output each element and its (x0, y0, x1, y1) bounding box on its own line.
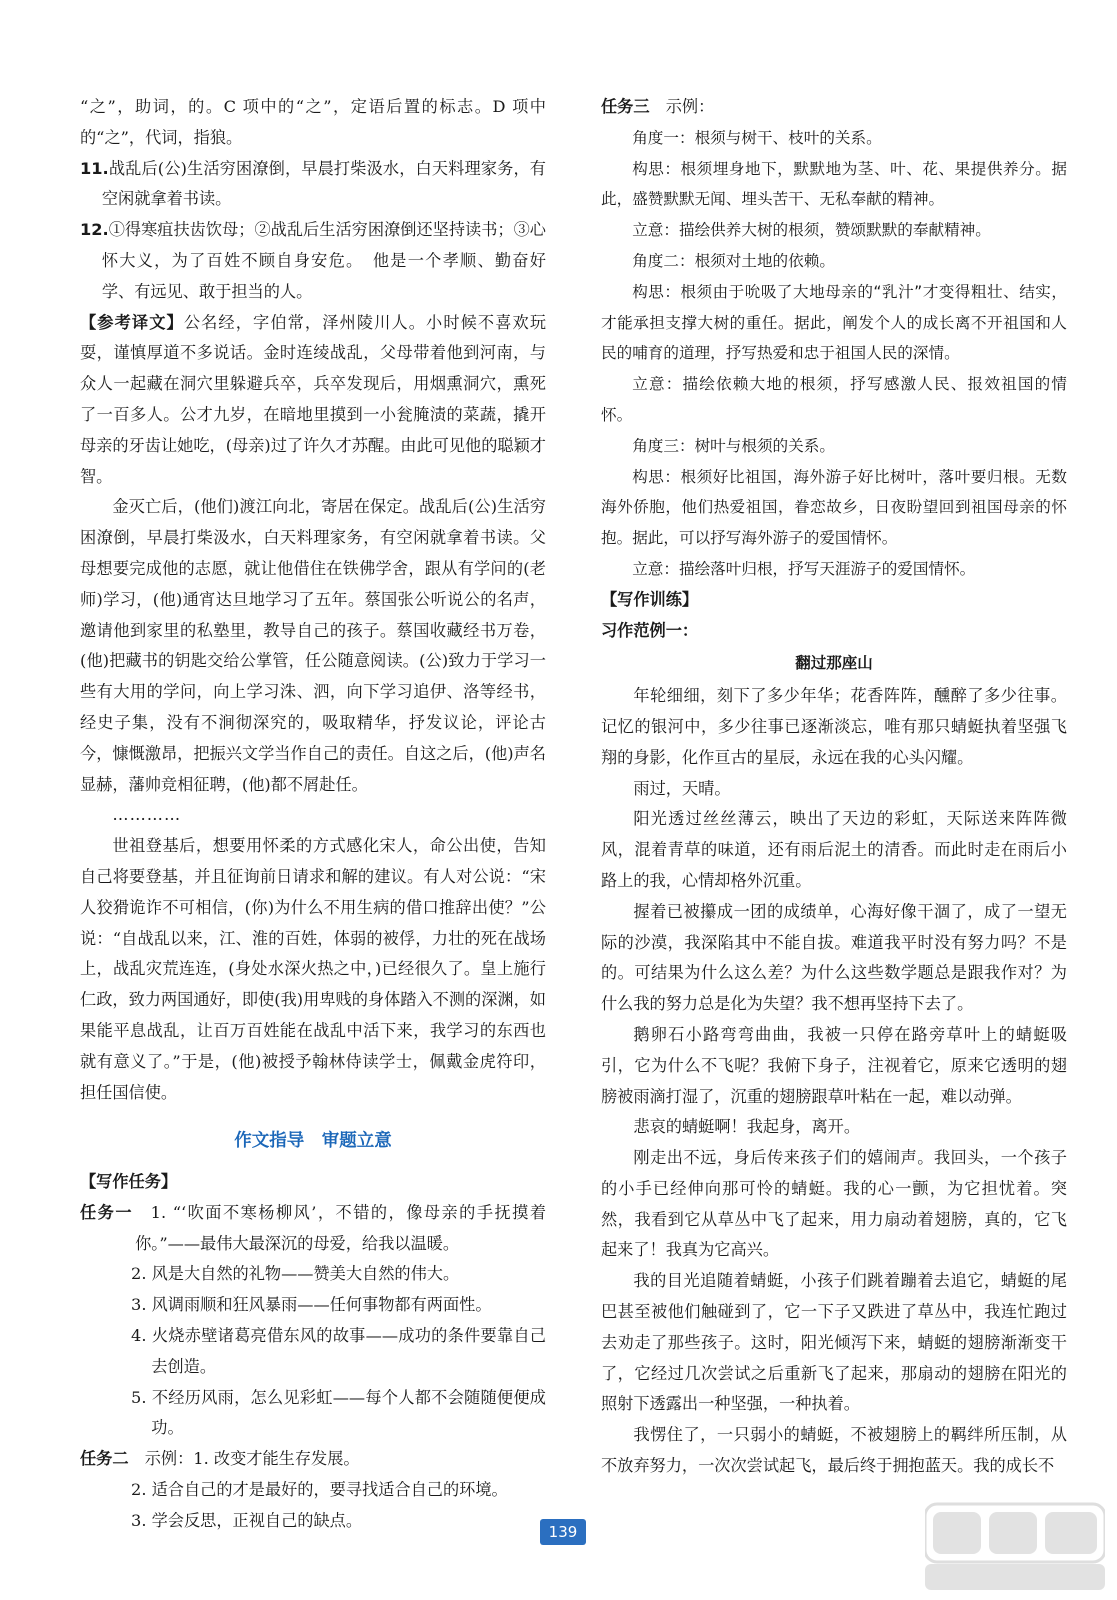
essay-title: 翻过那座山 (795, 654, 873, 673)
right-column (601, 92, 1067, 1482)
reference-translation-p1 (80, 308, 546, 493)
task-one-item (80, 1383, 546, 1445)
writing-training-label: 【写作训练】 (601, 589, 699, 609)
answer-11 (80, 154, 546, 216)
watermark-logo (925, 1502, 1105, 1592)
task-two-item (80, 1475, 546, 1506)
task-two-item-text: 3. 学会反思，正视自己的缺点。 (131, 1510, 363, 1530)
idea-two: 构思：根须由于吮吸了大地母亲的“乳汁”才变得粗壮、结实，才能承担支撑大树的重任。据此，阐发个人的成长离不开祖国和人民的哺育的道理，抒写热爱和忠于祖国人民的深情。 (601, 282, 1067, 363)
angle-one: 角度一：根须与树干、枝叶的关系。 (632, 128, 882, 147)
task-three-heading (601, 92, 1067, 123)
essay-paragraph: 悲哀的蜻蜓啊！我起身，离开。 (633, 1117, 861, 1137)
task-one-label: 任务一 (80, 1202, 133, 1222)
task-one-item (80, 1198, 546, 1260)
section-title: 作文指导 审题立意 (234, 1131, 392, 1152)
task-one-item (80, 1321, 546, 1383)
idea-one: 构思：根须埋身地下，默默地为茎、叶、花、果提供养分。据此，盛赞默默无闻、埋头苦干、无私奉献的精神。 (601, 159, 1067, 209)
task-one (80, 1198, 546, 1444)
stand-one: 立意：描绘供养大树的根须，赞颂默默的奉献精神。 (632, 221, 991, 240)
task-two-first-text: 示例：1. 改变才能生存发展。 (144, 1449, 360, 1469)
essay-body (601, 681, 1067, 1482)
idea-three: 构思：根须好比祖国，海外游子好比树叶，落叶要归根。无数海外侨胞，他们热爱祖国，眷恋故乡，日夜盼望回到祖国母亲的怀抱。据此，可以抒写海外游子的爱国情怀。 (601, 467, 1067, 548)
writing-task-label: 【写作任务】 (80, 1172, 178, 1192)
task-three-example: 示例： (665, 97, 715, 116)
task-two-item-text: 2. 适合自己的才是最好的，要寻找适合自己的环境。 (131, 1480, 508, 1500)
angle-three: 角度三：树叶与根须的关系。 (632, 436, 835, 455)
answer-11-number: 11. (80, 158, 109, 178)
task-one-item-text: 5. 不经历风雨，怎么见彩虹——每个人都不会随随便便成功。 (131, 1387, 546, 1438)
left-column (80, 92, 546, 1537)
task-one-item (80, 1259, 546, 1290)
task-one-item-text: 3. 风调雨顺和狂风暴雨——任何事物都有两面性。 (131, 1295, 492, 1315)
reference-translation-p2: 金灭亡后，(他们)渡江向北，寄居在保定。战乱后(公)生活穷困潦倒，早晨打柴汲水，白天料理家务，有空闲就拿着书读。父母想要完成他的志愿，就让他借住在铁佛学舍，跟从有学问的(老师)学习，(他)通宵达旦地学习了五年。蔡国张公听说公的名声，邀请他到家里的私塾里，教导自己的孩子。蔡国收藏经书万卷，(他)把藏书的钥匙交给公掌管，任公随意阅读。(公)致力于学习一些有大用的学问，向上学习洙、泗，向下学习追伊、洛等经书，经史子集，没有不涧彻深究的，吸取精华，抒发议论，评论古今，慷慨激昂，把振兴文学当作自己的责任。自这之后，(他)声名显赫，藩帅竞相征聘，(他)都不屑赴任。 (80, 497, 546, 794)
task-one-item-text: 2. 风是大自然的礼物——赞美大自然的伟大。 (131, 1264, 460, 1284)
reference-translation-text-1: 公名经，字伯常，泽州陵川人。小时候不喜欢玩耍，谨慎厚道不多说话。金时连绫战乱，父母带着他到河南，与众人一起藏在洞穴里躲避兵卒，兵卒发现后，用烟熏洞穴，熏死了一百多人。公才九岁，在暗地里摸到一小瓮腌渍的菜蔬，撬开母亲的牙齿让她吃，(母亲)过了许久才苏醒。由此可见他的聪颖才智。 (80, 312, 547, 486)
answer-12-text: ①得寒疽扶齿饮母；②战乱后生活穷困潦倒还坚持读书；③心怀大义，为了百姓不顾自身安危。 他是一个孝顺、勤奋好学、有远见、敢于担当的人。 (101, 220, 546, 301)
angle-two: 角度二：根须对土地的依赖。 (632, 251, 835, 270)
task-two-label: 任务二 (80, 1449, 129, 1469)
ellipsis-line: ………… (112, 805, 182, 825)
task-one-item (80, 1290, 546, 1321)
essay-paragraph: 年轮细细，刻下了多少年华；花香阵阵，醺醉了多少往事。记忆的银河中，多少往事已逐渐淡忘，唯有那只蜻蜓执着坚强飞翔的身影，化作亘古的星辰，永远在我的心头闪耀。 (601, 686, 1067, 767)
essay-paragraph: 鹅卵石小路弯弯曲曲，我被一只停在路旁草叶上的蜻蜓吸引，它为什么不飞呢？我俯下身子，注视着它，原来它透明的翅膀被雨滴打湿了，沉重的翅膀跟草叶粘在一起，难以动弹。 (601, 1024, 1067, 1106)
reference-translation-label: 【参考译文】 (80, 312, 184, 332)
task-one-item-text: 4. 火烧赤壁诸葛亮借东风的故事——成功的条件要靠自己去创造。 (131, 1326, 546, 1376)
task-two-item (80, 1444, 546, 1475)
answer-12-number: 12. (80, 220, 109, 240)
page-number: 139 (540, 1519, 586, 1545)
answer-12 (80, 215, 546, 307)
stand-three: 立意：描绘落叶归根，抒写天涯游子的爱国情怀。 (632, 559, 976, 578)
essay-paragraph: 阳光透过丝丝薄云，映出了天边的彩虹，天际送来阵阵微风，混着青草的味道，还有雨后泥土的清香。而此时走在雨后小路上的我，心情却格外沉重。 (601, 809, 1067, 890)
answer-11-text: 战乱后(公)生活穷困潦倒，早晨打柴汲水，白天料理家务，有空闲就拿着书读。 (101, 158, 546, 209)
reference-translation-p3: 世祖登基后，想要用怀柔的方式感化宋人，命公出使，告知自己将要登基，并且征询前日请求和解的建议。有人对公说：“宋人狡猾诡诈不可相信，(你)为什么不用生病的借口推辞出使？”公说：“自战乱以来，江、淮的百姓，体弱的被俘，力壮的死在战场上，战乱灾荒连连，(身处水深火热之中，)已经很久了。皇上施行仁政，致力两国通好，即使(我)用卑贱的身体踏入不测的深渊，如果能平息战乱，让百万百姓能在战乱中活下来，我学习的东西也就有意义了。”于是，(他)被授予翰林侍读学士，佩戴金虎符印，担任国信使。 (80, 836, 546, 1102)
essay-paragraph: 我愣住了，一只弱小的蜻蜓，不被翅膀上的羁绊所压制，从不放弃努力，一次次尝试起飞，最后终于拥抱蓝天。我的成长不 (601, 1425, 1067, 1476)
sample-essay-label: 习作范例一： (601, 620, 699, 640)
task-three-label: 任务三 (601, 97, 650, 116)
answer-continuation: “之”，助词，的。C 项中的“之”，定语后置的标志。D 项中的“之”，代词，指狼。 (80, 97, 546, 147)
essay-paragraph: 我的目光追随着蜻蜓，小孩子们跳着蹦着去追它，蜻蜓的尾巴甚至被他们触碰到了，它一下子又跌进了草丛中，我连忙跑过去劝走了那些孩子。这时，阳光倾泻下来，蜻蜓的翅膀渐渐变干了，它经过几次尝试之后重新飞了起来，那扇动的翅膀在阳光的照射下透露出一种坚强，一种执着。 (601, 1271, 1067, 1414)
task-two (80, 1444, 546, 1536)
task-one-item-text: 1. “‘吹面不寒杨柳风’，不错的，像母亲的手抚摸着你。”——最伟大最深沉的母爱，给我以温暖。 (135, 1202, 547, 1253)
essay-paragraph: 握着已被攥成一团的成绩单，心海好像干涸了，成了一望无际的沙漠，我深陷其中不能自拔。难道我平时没有努力吗？不是的。可结果为什么这么差？为什么这些数学题总是跟我作对？为什么我的努力总是化为失望？我不想再坚持下去了。 (601, 901, 1067, 1014)
essay-paragraph: 雨过，天晴。 (633, 778, 731, 798)
task-two-item (80, 1506, 546, 1537)
stand-two: 立意：描绘依赖大地的根须，抒写感激人民、报效祖国的情怀。 (601, 375, 1067, 424)
essay-paragraph: 刚走出不远，身后传来孩子们的嬉闹声。我回头，一个孩子的小手已经伸向那可怜的蜻蜓。我的心一颤，为它担忧着。突然，我看到它从草丛中飞了起来，用力扇动着翅膀，真的，它飞起来了！我真为它高兴。 (601, 1148, 1067, 1260)
